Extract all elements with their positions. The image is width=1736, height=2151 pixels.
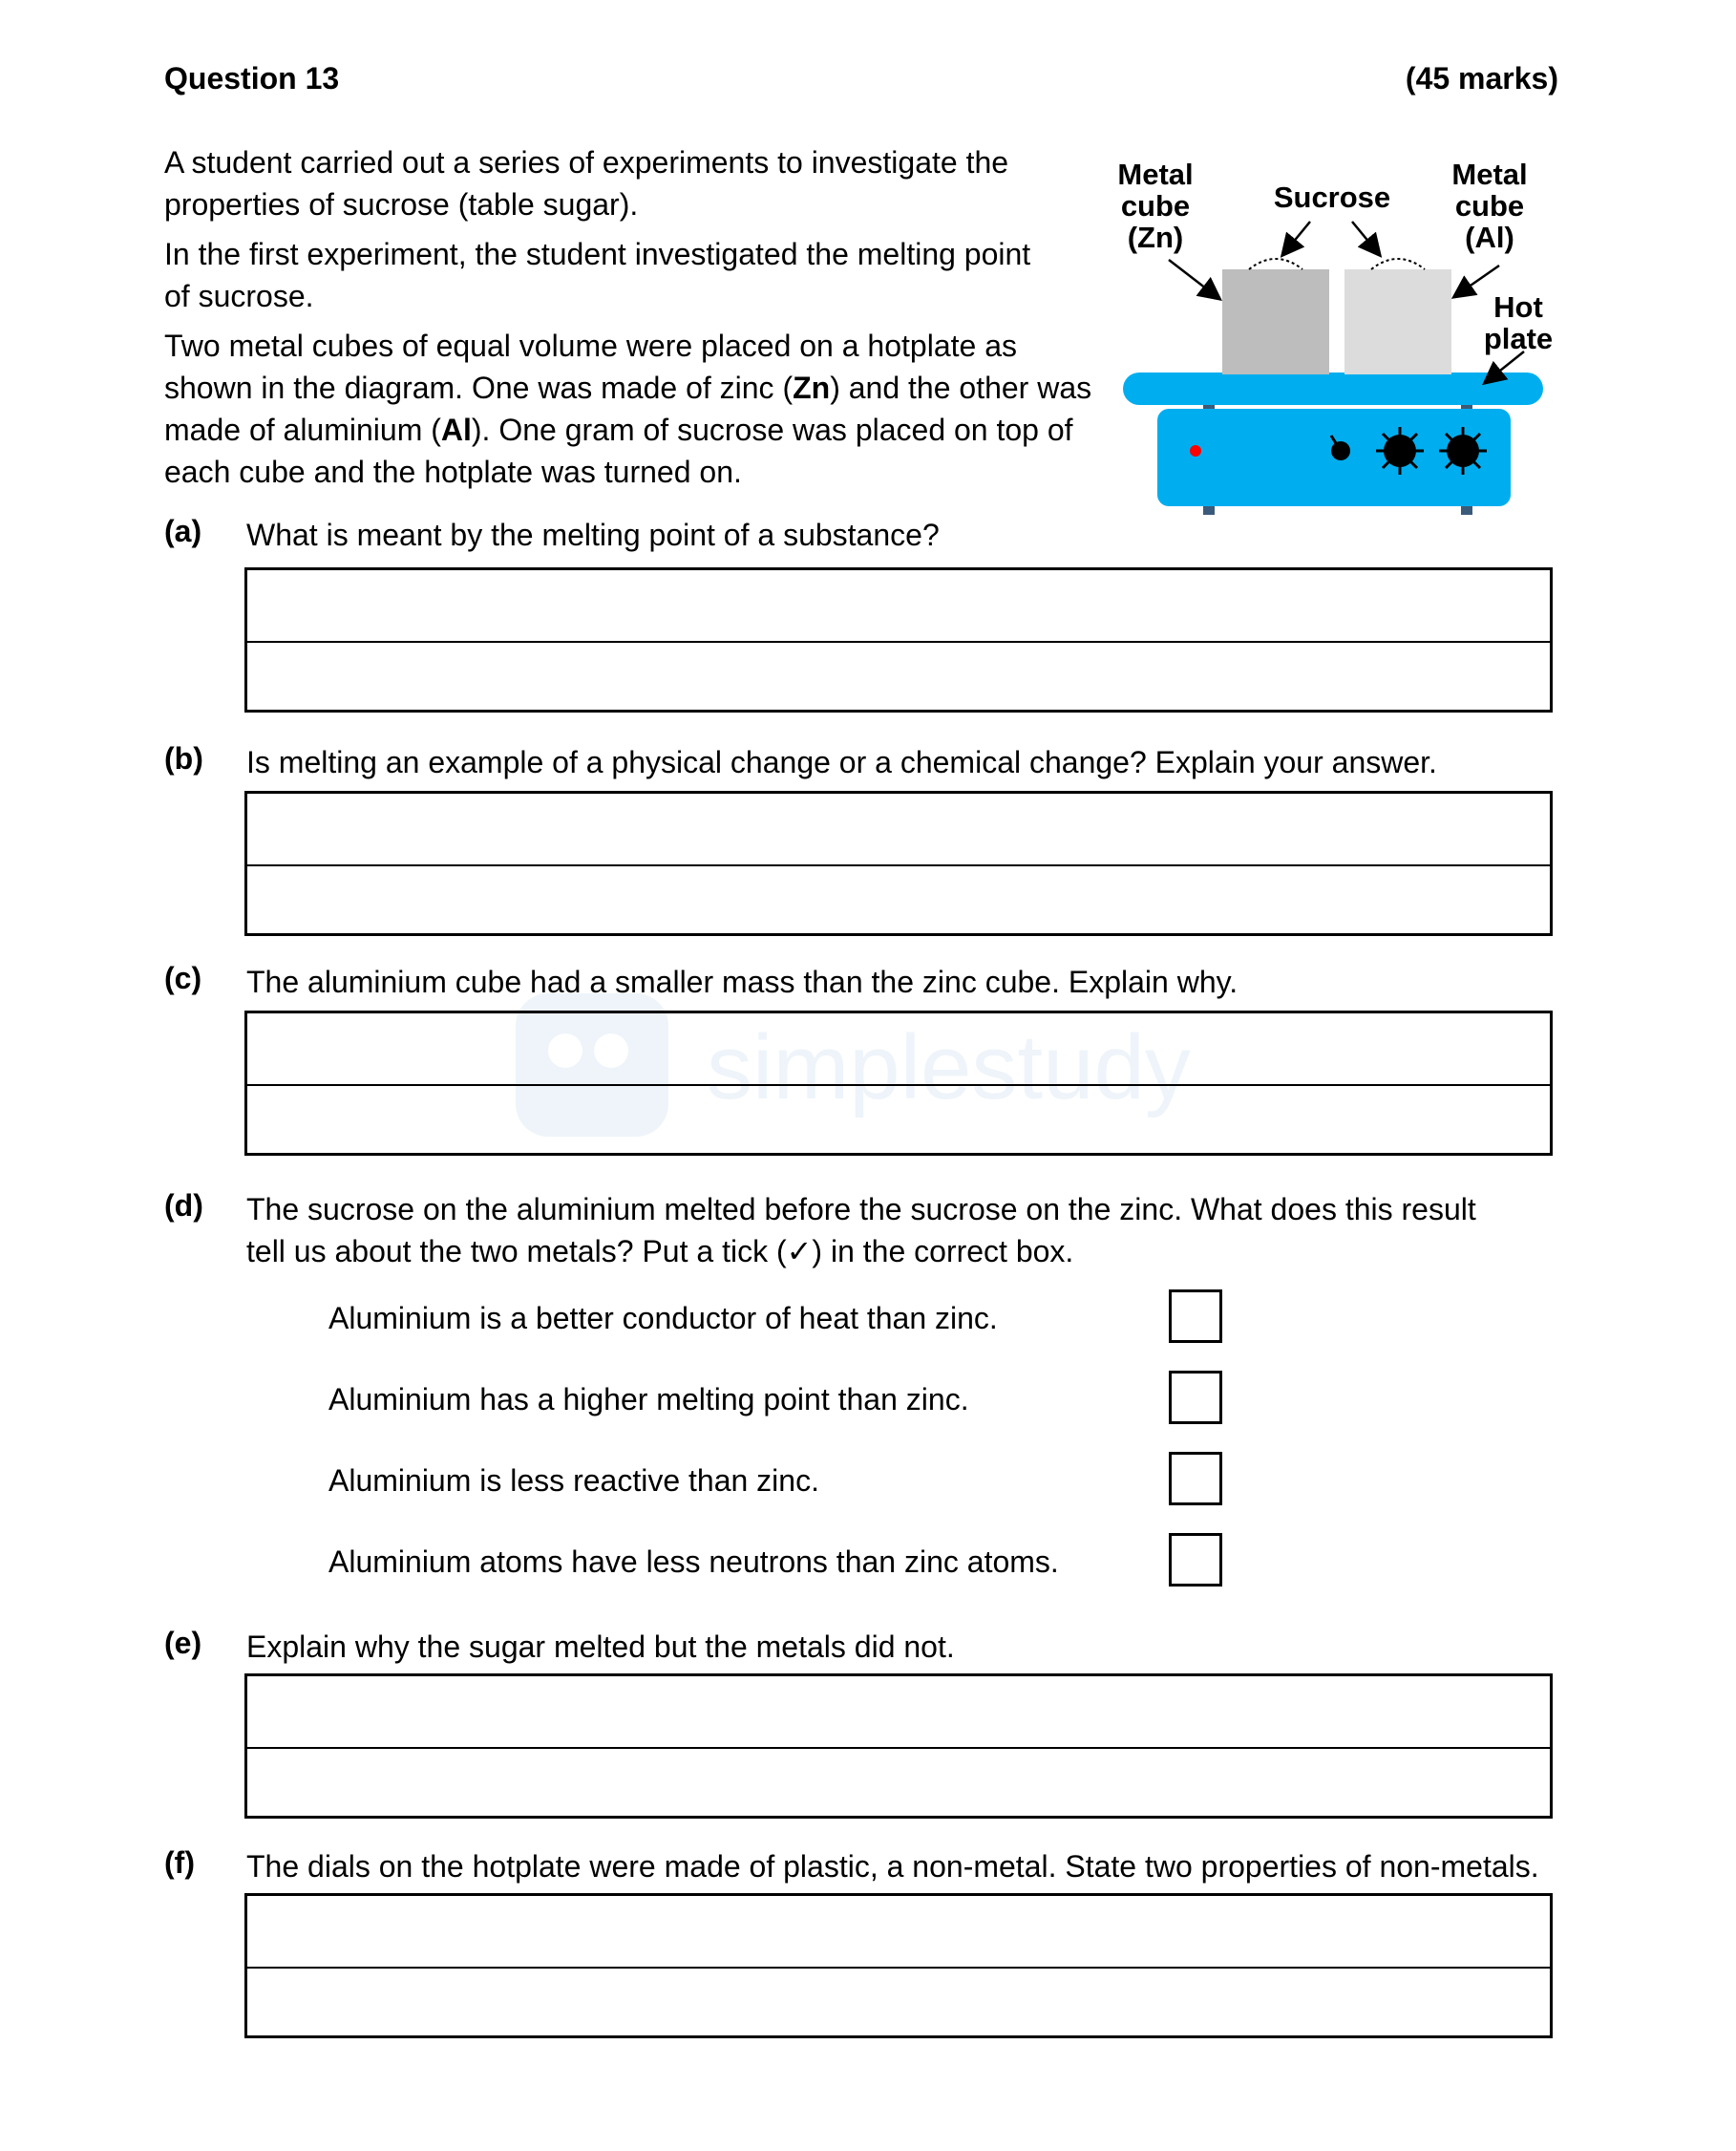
intro-p3-start: Two metal cubes of equal volume were placed on a hotplate as shown in the diagram. One was made of zinc (	[164, 329, 1017, 405]
question-f-label: (f)	[164, 1845, 195, 1880]
arrow-sucrose-right	[1352, 222, 1379, 254]
question-a-text: What is meant by the melting point of a substance?	[246, 518, 940, 552]
tick-box-option-2[interactable]	[1169, 1371, 1222, 1424]
question-c-text: The aluminium cube had a smaller mass than the zinc cube. Explain why.	[246, 965, 1238, 999]
intro-paragraph-3	[164, 325, 1100, 493]
question-c-label: (c)	[164, 961, 202, 995]
question-marks: (45 marks)	[1405, 61, 1558, 96]
question-d-label: (d)	[164, 1188, 203, 1223]
watermark-text: simplestudy	[707, 1016, 1191, 1118]
zinc-cube	[1222, 269, 1329, 374]
tick-box-option-4[interactable]	[1169, 1533, 1222, 1587]
tick-box-option-1[interactable]	[1169, 1289, 1222, 1343]
intro-paragraph-1: A student carried out a series of experiments to investigate the properties of sucrose (table sugar).	[164, 145, 1009, 222]
question-b-label: (b)	[164, 741, 203, 776]
aluminium-symbol: Al	[440, 413, 472, 447]
dial-2	[1439, 427, 1487, 475]
label-aluminium-cube: Metal cube (Al)	[1451, 158, 1528, 254]
option-2-text: Aluminium has a higher melting point than zinc.	[328, 1382, 969, 1416]
label-hotplate: Hot plate	[1483, 290, 1554, 355]
option-1-text: Aluminium is a better conductor of heat than zinc.	[328, 1301, 998, 1335]
question-d-line-1: The sucrose on the aluminium melted before the sucrose on the zinc. What does this result	[246, 1192, 1476, 1226]
tick-box-option-3[interactable]	[1169, 1452, 1222, 1505]
label-sucrose: Sucrose	[1273, 181, 1391, 214]
sucrose-on-aluminium	[1371, 259, 1425, 269]
zinc-symbol: Zn	[793, 371, 831, 405]
question-title: Question 13	[164, 61, 340, 96]
arrow-zinc-cube	[1169, 260, 1218, 298]
label-zinc-cube: Metal cube (Zn)	[1117, 158, 1194, 254]
question-e-text: Explain why the sugar melted but the metals did not.	[246, 1629, 955, 1664]
option-4-text: Aluminium atoms have less neutrons than zinc atoms.	[328, 1544, 1059, 1579]
question-e-label: (e)	[164, 1626, 202, 1660]
arrow-sucrose-left	[1283, 222, 1310, 254]
dial-1	[1376, 427, 1424, 475]
question-b-text: Is melting an example of a physical change or a chemical change? Explain your answer.	[246, 745, 1437, 779]
option-3-text: Aluminium is less reactive than zinc.	[328, 1463, 819, 1498]
answer-box-b[interactable]	[244, 791, 1553, 936]
intro-p3-end: ). One gram of sucrose was placed on top of each cube and the hotplate was turned on.	[164, 413, 1073, 489]
indicator-light	[1190, 445, 1201, 457]
intro-p3-mid: ) and the other was made of aluminium (	[164, 371, 1092, 447]
answer-box-a[interactable]	[244, 567, 1553, 713]
hotplate-diagram	[1108, 143, 1566, 525]
question-a-label: (a)	[164, 514, 202, 548]
intro-text	[164, 141, 1100, 493]
question-f-text: The dials on the hotplate were made of plastic, a non-metal. State two properties of non-metals.	[246, 1849, 1539, 1884]
answer-box-f[interactable]	[244, 1893, 1553, 2038]
answer-box-c[interactable]	[244, 1011, 1553, 1156]
aluminium-cube	[1344, 269, 1451, 374]
answer-box-e[interactable]	[244, 1673, 1553, 1819]
question-d-line-2: tell us about the two metals? Put a tick (✓) in the correct box.	[246, 1234, 1074, 1268]
intro-paragraph-2: In the first experiment, the student investigated the melting point of sucrose.	[164, 237, 1031, 313]
sucrose-on-zinc	[1249, 259, 1302, 269]
hotplate-top	[1123, 373, 1543, 405]
